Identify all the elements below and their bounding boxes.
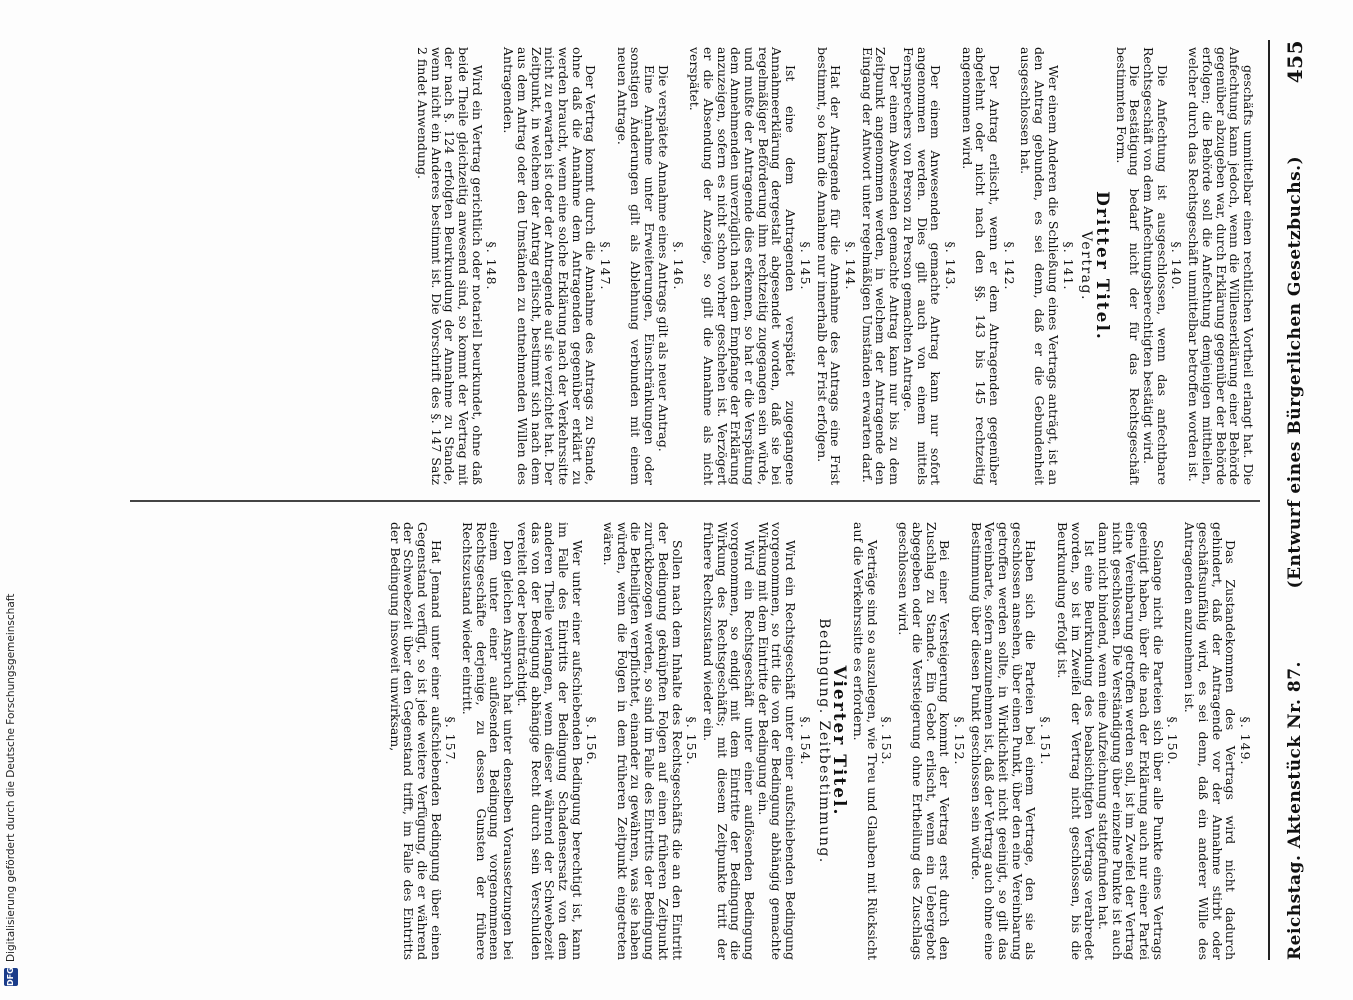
paragraph: Den gleichen Anspruch hat unter denselben Voraussetzungen bei einem unter einer auflösenden Bedingung vorgenommenen Rechtsgeschäfte derjenige, zu dessen Gunsten der frühere Rechtszustand wieder eintritt.: [460, 522, 517, 960]
paragraph: Sollen nach dem Inhalte des Rechtsgeschäfts die an den Eintritt der Bedingung geknüpften Folgen auf einen früheren Zeitpunkt zurückbezogen werden, so sind im Falle des Eintritts der Bedingung die Betheiligten verpflichtet, einander zu gewähren, was sie haben würden, wenn die Folgen in dem früheren Zeitpunkt eingetreten wären.: [601, 522, 685, 960]
section-number: §. 149.: [1238, 716, 1253, 766]
section-number: §. 147.: [598, 241, 614, 291]
section-title: Dritter Titel.: [1091, 191, 1112, 341]
section-number: §. 150.: [1165, 716, 1181, 766]
section-number: §. 157.: [443, 716, 459, 766]
left-column: [115, 47, 1255, 485]
section-subtitle: Vertrag.: [1078, 231, 1095, 301]
credit-text: Digitalisierung gefördert durch die Deutsche Forschungsgemeinschaft: [5, 593, 17, 962]
page-number: 455: [1283, 40, 1307, 84]
section-number: §. 141.: [1060, 241, 1076, 291]
paragraph: Ist eine dem Antragenden verspätet zugegangene Annahmeerklärung dergestalt abgesendet worden, daß sie bei regelmäßiger Beförderung ihm rechtzeitig zugegangen sein würde, und mußte der Antragende dies erkennen, so hat er die Verspätung dem Annehmenden unverzüglich nach dem Empfange der Erklärung anzuzeigen, sofern es nicht schon vorher geschehen ist. Verzögert er die Absendung der Anzeige, so gilt die Annahme als nicht verspätet.: [687, 47, 799, 485]
paragraph: Die Anfechtung ist ausgeschlossen, wenn das anfechtbare Rechtsgeschäft von dem Anfechtungsberechtigten bestätigt wird.: [1141, 47, 1170, 485]
paragraph: Hat der Antragende für die Annahme des Antrags eine Frist bestimmt, so kann die Annahme nur innerhalb der Frist erfolgen.: [814, 47, 844, 485]
header-rule: [1268, 40, 1270, 960]
running-header: [1272, 40, 1318, 960]
paragraph: Der einem Anwesenden gemachte Antrag kann nur sofort angenommen werden. Dies gilt auch von einem mittels Fernsprechers von Person zu Person gemachten Antrage.: [900, 47, 944, 485]
paragraph: Bei einer Versteigerung kommt der Vertrag erst durch den Zuschlag zu Stande. Ein Gebot erlischt, wenn ein Uebergebot abgegeben oder die Versteigerung ohne Ertheilung des Zuschlags geschlossen wird.: [896, 522, 953, 960]
paragraph: Haben sich die Parteien bei einem Vertrage, den sie als geschlossen ansehen, über einen Punkt, über den eine Vereinbarung getroffen werden sollte, in Wirklichkeit nicht geeinigt, so gilt das Vereinbarte, sofern anzunehmen ist, daß der Vertrag auch ohne eine Bestimmung über diesen Punkt geschlossen sein würde.: [968, 522, 1039, 960]
section-number: §. 151.: [1038, 716, 1054, 766]
section-number: §. 152.: [951, 716, 967, 766]
section-number: §. 148.: [484, 241, 500, 291]
paragraph: Wer einem Anderen die Schließung eines Vertrags anträgt, ist an den Antrag gebunden, es sei denn, daß er die Gebundenheit ausgeschlossen hat.: [1018, 47, 1061, 485]
paragraph: Die verspätete Annahme eines Antrags gilt als neuer Antrag.: [655, 65, 671, 452]
section-number: §. 145.: [797, 241, 813, 291]
section-title: Vierter Titel.: [829, 665, 850, 817]
credit-line: [0, 0, 22, 1000]
paragraph: Hat Jemand unter einer aufschiebenden Bedingung über einen Gegenstand verfügt, so ist jede weitere Verfügung, die er während der Schwebezeit über den Gegenstand trifft, im Falle des Eintritts der Bedingung insoweit unwirksam,: [387, 522, 444, 960]
paragraph: Das Zustandekommen des Vertrags wird nicht dadurch gehindert, daß der Antragende vor der Annahme stirbt oder geschäftsunfähig wird, es sei denn, daß ein anderer Wille des Antragenden anzunehmen ist.: [1182, 522, 1239, 960]
paragraph: Wird ein Rechtsgeschäft unter einer auflösenden Bedingung vorgenommen, so endigt mit dem Eintritte der Bedingung die Wirkung des Rechtsgeschäfts; mit diesem Zeitpunkte tritt der frühere Rechtszustand wieder ein.: [700, 522, 758, 960]
paragraph: Die Bestätigung bedarf nicht der für das Rechtsgeschäft bestimmten Form.: [1113, 47, 1143, 485]
header-left: Reichstag. Aktenstück Nr. 87.: [1285, 661, 1305, 960]
section-number: §. 154.: [797, 716, 813, 766]
credit-strip: [0, 0, 22, 1000]
section-number: §. 156.: [584, 716, 600, 766]
section-number: §. 143.: [942, 241, 958, 291]
paragraph: geschäfts unmittelbar einen rechtlichen Vortheil erlangt hat. Die Anfechtung kann jedoch, wenn die Willenserklärung einer Behörde gegenüber abzugeben war, durch Erklärung gegenüber der Behörde erfolgen; die Behörde soll die Anfechtung demjenigen mittheilen, welcher durch das Rechtsgeschäft unmittelbar betroffen worden ist.: [1186, 47, 1256, 485]
section-number: §. 155.: [684, 716, 700, 766]
paragraph: Solange nicht die Parteien sich über alle Punkte eines Vertrags geeinigt haben, über die nach der Erklärung auch nur einer Partei eine Vereinbarung getroffen werden soll, ist im Zweifel der Vertrag nicht geschlossen. Die Verständigung über einzelne Punkte ist auch dann nicht bindend, wenn eine Aufzeichnung stattgefunden hat.: [1095, 522, 1166, 960]
header-right: (Entwurf eines Bürgerlichen Gesetzbuchs.): [1285, 155, 1305, 589]
paragraph: Wer unter einer aufschiebenden Bedingung berechtigt ist, kann im Falle des Eintritts der Bedingung Schadensersatz von dem anderen Theile verlangen, wenn dieser während der Schwebezeit das von der Bedingung abhängige Recht durch sein Verschulden vereitelt oder beeinträchtigt.: [514, 522, 585, 960]
paragraph: Ist eine Beurkundung des beabsichtigten Vertrags verabredet worden, so ist im Zweifel der Vertrag nicht geschlossen, bis die Beurkundung erfolgt ist.: [1054, 522, 1098, 960]
paragraph: Der Vertrag kommt durch die Annahme des Antrags zu Stande, ohne daß die Annahme dem Antragenden gegenüber erklärt zu werden braucht, wenn eine solche Erklärung nach der Verkehrssitte nicht zu erwarten ist oder der Antragende auf sie verzichtet hat. Der Zeitpunkt, in welchem der Antrag erlischt, bestimmt sich nach dem aus dem Antrag oder den Umständen zu entnehmenden Willen des Antragenden.: [501, 47, 599, 485]
paragraph: Eine Annahme unter Erweiterungen, Einschränkungen oder sonstigen Änderungen gilt als Ablehnung verbunden mit einem neuen Antrage.: [614, 47, 658, 485]
section-subtitle: Bedingung. Zeitbestimmung.: [815, 618, 832, 864]
column-divider: [130, 501, 1260, 503]
section-number: §. 146.: [670, 241, 686, 291]
section-number: §. 144.: [843, 241, 859, 291]
paragraph: Verträge sind so auszulegen, wie Treu und Glauben mit Rücksicht auf die Verkehrssitte es erfordern.: [851, 522, 880, 960]
paragraph: Wird ein Vertrag gerichtlich oder notariell beurkundet, ohne daß beide Theile gleichzeitig anwesend sind, so kommt der Vertrag mit der nach §. 124 erfolgten Beurkundung der Annahme zu Stande, wenn nicht ein Anderes bestimmt ist. Die Vorschrift des §. 147 Satz 2 findet Anwendung.: [414, 47, 485, 485]
section-number: §. 142.: [1001, 241, 1017, 291]
paragraph: Wird ein Rechtsgeschäft unter einer aufschiebenden Bedingung vorgenommen, so tritt die von der Bedingung abhängig gemachte Wirkung mit dem Eintritte der Bedingung ein.: [755, 522, 799, 960]
section-number: §. 153.: [879, 716, 895, 766]
paragraph: Der Antrag erlischt, wenn er dem Antragenden gegenüber abgelehnt oder nicht nach den §§. 143 bis 145 rechtzeitig angenommen wird.: [959, 47, 1003, 485]
right-column: [115, 522, 1255, 960]
dfg-logo: DFG: [4, 968, 18, 986]
paragraph: Der einem Abwesenden gemachte Antrag kann nur bis zu dem Zeitpunkt angenommen werden, in welchem der Antragende den Eingang der Antwort unter regelmäßigen Umständen erwarten darf.: [859, 47, 903, 485]
section-number: §. 140.: [1169, 241, 1185, 291]
